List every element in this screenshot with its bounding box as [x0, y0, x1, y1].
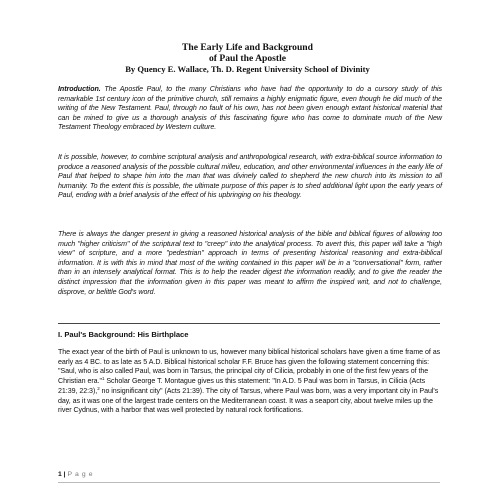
footnote-ref-1[interactable]: 1	[101, 376, 105, 382]
footnote-ref-2[interactable]: 2	[97, 385, 100, 391]
footer-separator: |	[63, 471, 66, 478]
author-byline: By Quency E. Wallace, Th. D. Regent University School of Divinity	[125, 64, 370, 74]
section-text-c: no insignificant city" (Acts 21:39). The city of Tarsus, where Paul was born, was a very important city in Paul's day, as it was one of the largest trade centers on the Mediterranean coast. It was a seaport city, about twelve miles up the river Cydnus, with a harbor that was well protected by natural rock fortifications.	[58, 386, 439, 415]
section-divider	[58, 323, 440, 324]
intro-paragraph-1-text: The Apostle Paul, to the many Christians who have had the opportunity to do a cursory study of this remarkable 1st century icon of the primitive church, still remains a highly enigmatic figure, even though he did much of the writing of the New Testament. Paul, through no fault of his own, has not been given enough extant historical material that can be mined to give us a thorough analysis of this fascinating figure who has come to dominate much of the New Testament Theology embraced by Western culture.	[58, 85, 442, 132]
document-title-line1: The Early Life and Background	[182, 42, 313, 53]
page-number: 1	[58, 471, 62, 478]
document-title-line2: of Paul the Apostle	[208, 53, 287, 64]
intro-paragraph-2	[58, 153, 442, 201]
section-body	[58, 348, 442, 416]
page-footer	[58, 470, 93, 479]
intro-paragraph-1	[58, 85, 442, 133]
page-label: P a g e	[67, 471, 94, 478]
intro-paragraph-2-text: It is possible, however, to combine scriptural analysis and anthropological research, with extra-biblical source information to produce a reasoned analysis of the possible cultural milleu, education, and other environmental influences in the early life of Paul that helped to shape him into the man that was divinely called to shepherd the new church into its mission to all humanity. To the extent this is possible, the ultimate purpose of this paper is to shed additional light upon the early years of Paul, ending with a brief analysis of the effect of his upbringing on his theology.	[58, 153, 442, 200]
footer-rule	[58, 482, 440, 483]
intro-lead: Introduction.	[58, 85, 101, 93]
intro-paragraph-3	[58, 230, 442, 297]
section-text-a: The exact year of the birth of Paul is unknown to us, however many biblical historical scholars have given a time frame of as early as 4 BC. to as late as 5 A.D. Biblical historical scholar F.F. Bruce has given the following statement concerning this: "Saul, who is also called Paul, was born in Tarsus, the principal city of Cilicia, probably in one of the first few years of the Christian era."	[58, 348, 441, 386]
title-block	[0, 42, 495, 75]
intro-paragraph-3-text: There is always the danger present in giving a reasoned historical analysis of the bible and biblical figures of allowing too much "higher criticism" of the scriptural text to "creep" into the analytical process. To avert this, this paper will take a "high view" of scripture, and a more "pedestrian" approach in terms of presenting historical reasoning and extra-biblical information. It is with this in mind that most of the writing contained in this paper will be in a "conversational" form, rather than in an intensely analytical format. This is to help the reader digest the information readily, and to give the reader the distinct impression that the information given in this paper was meant to affirm the inspired writ, and not to challenge, disprove, or belittle God's word.	[58, 230, 442, 296]
section-heading: I. Paul's Background: His Birthplace	[58, 330, 189, 339]
section-text-b: Scholar George T. Montague gives us this statement: "In A.D. 5 Paul was born in Tarsus, in Cilicia (Acts 21:39, 22:3),	[58, 377, 426, 395]
